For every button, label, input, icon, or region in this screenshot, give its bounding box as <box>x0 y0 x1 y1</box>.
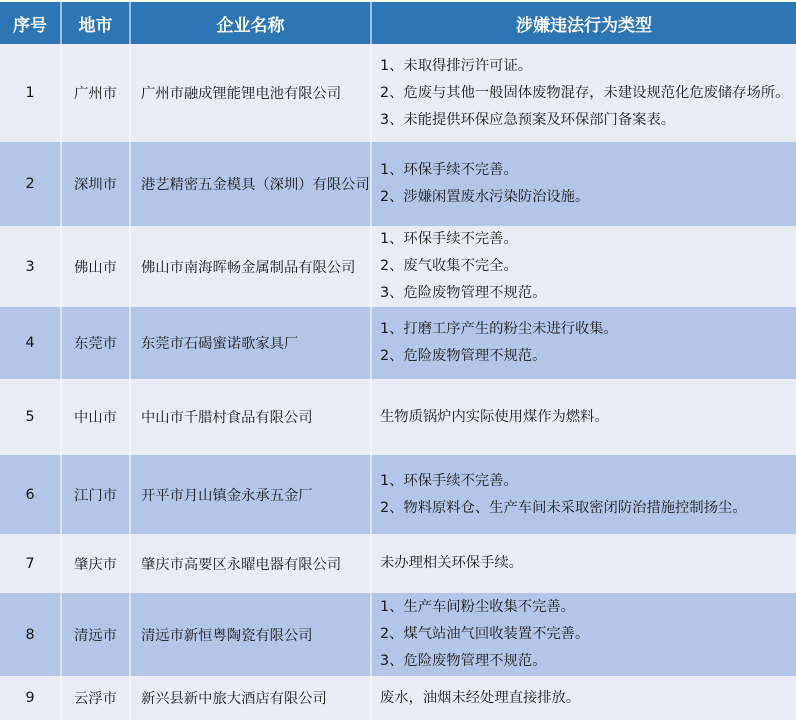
cell-city: 清远市 <box>62 593 131 676</box>
table-row <box>0 307 796 379</box>
violation-line: 未办理相关环保手续。 <box>380 555 523 571</box>
header-cell-index: 序号 <box>0 2 62 44</box>
cell-index: 6 <box>0 455 62 534</box>
violation-line: 1、生产车间粉尘收集不完善。 <box>380 599 575 615</box>
violation-line: 1、环保手续不完善。 <box>380 472 518 489</box>
cell-violations <box>372 226 796 307</box>
cell-company: 开平市月山镇金永承五金厂 <box>131 455 372 534</box>
cell-city: 肇庆市 <box>62 534 131 593</box>
table-row <box>0 676 796 720</box>
violation-line: 2、危险废物管理不规范。 <box>380 348 547 364</box>
header-cell-company: 企业名称 <box>131 2 372 44</box>
cell-city: 东莞市 <box>62 307 131 379</box>
cell-index: 9 <box>0 676 62 720</box>
violation-line: 1、环保手续不完善。 <box>380 162 518 178</box>
violation-line: 3、危险废物管理不规范。 <box>380 653 547 669</box>
cell-index: 4 <box>0 307 62 379</box>
violation-line: 1、未取得排污许可证。 <box>380 57 533 74</box>
table-row <box>0 379 796 455</box>
cell-company: 港艺精密五金模具（深圳）有限公司 <box>131 142 372 226</box>
cell-city: 云浮市 <box>62 676 131 720</box>
violation-line: 2、涉嫌闲置废水污染防治设施。 <box>380 189 590 205</box>
cell-index: 5 <box>0 379 62 455</box>
table-row <box>0 593 796 676</box>
violation-line: 2、废气收集不完全。 <box>380 258 518 274</box>
table-row <box>0 455 796 534</box>
violation-line: 2、物料原料仓、生产车间未采取密闭防治措施控制扬尘。 <box>380 499 747 516</box>
violation-line: 1、打磨工序产生的粉尘未进行收集。 <box>380 321 618 337</box>
cell-violations <box>372 534 796 593</box>
cell-index: 2 <box>0 142 62 226</box>
cell-violations <box>372 379 796 455</box>
table-header <box>0 0 796 44</box>
cell-violations <box>372 307 796 379</box>
cell-index: 1 <box>0 44 62 142</box>
cell-violations <box>372 676 796 720</box>
cell-violations <box>372 44 796 142</box>
header-cell-city: 地市 <box>62 2 131 44</box>
table-row <box>0 142 796 226</box>
header-cell-violations: 涉嫌违法行为类型 <box>516 15 652 36</box>
cell-index: 3 <box>0 226 62 307</box>
cell-violations <box>372 142 796 226</box>
cell-index: 7 <box>0 534 62 593</box>
cell-company: 新兴县新中旅大酒店有限公司 <box>131 676 372 720</box>
violation-line: 3、未能提供环保应急预案及环保部门备案表。 <box>380 111 676 128</box>
cell-company: 清远市新恒粤陶瓷有限公司 <box>131 593 372 676</box>
violation-line: 2、煤气站油气回收装置不完善。 <box>380 626 590 642</box>
violation-line: 1、环保手续不完善。 <box>380 231 518 247</box>
cell-company: 肇庆市高要区永曜电器有限公司 <box>131 534 372 593</box>
cell-company: 东莞市石碣蜜诺歌家具厂 <box>131 307 372 379</box>
violation-line: 生物质锅炉内实际使用煤作为燃料。 <box>380 408 609 425</box>
cell-violations <box>372 593 796 676</box>
cell-index: 8 <box>0 593 62 676</box>
cell-violations <box>372 455 796 534</box>
cell-city: 广州市 <box>62 44 131 142</box>
table-body <box>0 44 796 720</box>
cell-city: 江门市 <box>62 455 131 534</box>
violation-line: 3、危险废物管理不规范。 <box>380 285 547 301</box>
cell-company: 佛山市南海晖畅金属制品有限公司 <box>131 226 372 307</box>
cell-city: 中山市 <box>62 379 131 455</box>
cell-city: 佛山市 <box>62 226 131 307</box>
cell-city: 深圳市 <box>62 142 131 226</box>
table-row <box>0 44 796 142</box>
cell-company: 中山市千腊村食品有限公司 <box>131 379 372 455</box>
table-row <box>0 226 796 307</box>
table-row <box>0 534 796 593</box>
violation-line: 废水，油烟未经处理直接排放。 <box>380 689 581 706</box>
violation-line: 2、危废与其他一般固体废物混存，未建设规范化危废储存场所。 <box>380 84 790 101</box>
cell-company: 广州市融成锂能锂电池有限公司 <box>131 44 372 142</box>
